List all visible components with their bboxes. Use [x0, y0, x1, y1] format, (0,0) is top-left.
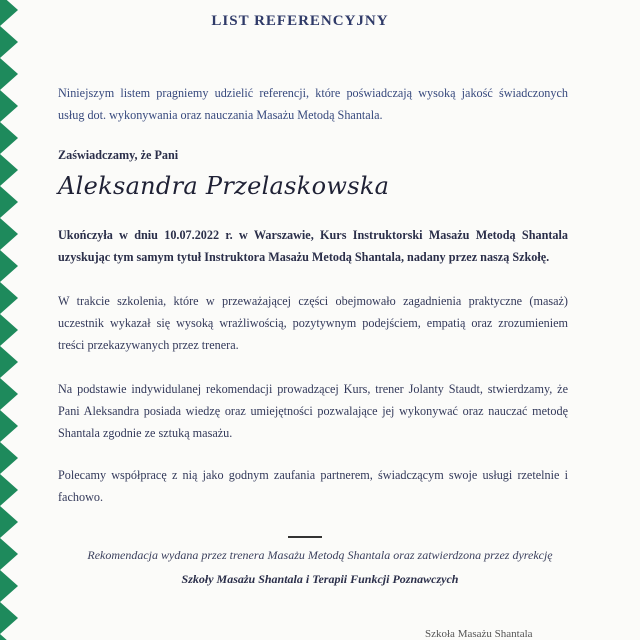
border-triangle	[0, 410, 18, 442]
recipient-name: Aleksandra Przelaskowska	[58, 172, 390, 200]
border-triangle	[0, 506, 18, 538]
border-triangle	[0, 602, 18, 634]
border-triangle	[0, 442, 18, 474]
decorative-triangle-border	[0, 0, 22, 640]
border-triangle	[0, 90, 18, 122]
certify-line: Zaświadczamy, że Pani	[58, 148, 179, 162]
border-triangle	[0, 58, 18, 90]
border-triangle	[0, 186, 18, 218]
border-triangle	[0, 154, 18, 186]
document-title: LIST REFERENCYJNY	[211, 13, 389, 29]
border-triangle	[0, 218, 18, 250]
border-triangle	[0, 122, 18, 154]
border-triangle	[0, 346, 18, 378]
completion-paragraph: Ukończyła w dniu 10.07.2022 r. w Warszawie, Kurs Instruktorski Masażu Metodą Shantala uzyskując tym samym tytuł Instruktora Masażu Metodą Shantala, nadany przez naszą Szkołę.	[58, 228, 568, 264]
border-triangle	[0, 250, 18, 282]
border-triangle	[0, 474, 18, 506]
intro-paragraph: Niniejszym listem pragniemy udzielić referencji, które poświadczają wysoką jakość świadczonych usług dot. wykonywania oraz nauczania Masażu Metodą Shantala.	[58, 86, 568, 122]
footer-note: Rekomendacja wydana przez trenera Masażu Metodą Shantala oraz zatwierdzona przez dyrekcję	[87, 548, 553, 562]
border-triangle	[0, 634, 18, 640]
recommendation-paragraph: Na podstawie indywidulanej rekomendacji prowadzącej Kurs, trener Jolanty Staudt, stwierdzamy, że Pani Aleksandra posiada wiedzę oraz umiejętności pozwalające jej wykonywać oraz nauczać metodę Shantala zgodnie ze sztuką masażu.	[58, 382, 568, 440]
border-triangle	[0, 282, 18, 314]
school-stamp: Szkoła Masażu Shantala	[425, 628, 533, 640]
border-triangle	[0, 26, 18, 58]
training-paragraph: W trakcie szkolenia, które w przeważającej części obejmowało zagadnienia praktyczne (masaż) uczestnik wykazał się wysoką wrażliwością, pozytywnym podejściem, empatią oraz zrozumieniem treści przekazywanych przez trenera.	[58, 294, 568, 352]
border-triangle	[0, 378, 18, 410]
border-triangle	[0, 314, 18, 346]
footer-school-name: Szkoły Masażu Shantala i Terapii Funkcji Poznawczych	[181, 572, 459, 586]
signature-divider	[288, 536, 322, 538]
closing-paragraph: Polecamy współpracę z nią jako godnym zaufania partnerem, świadczącym swoje usługi rzetelnie i fachowo.	[58, 468, 568, 504]
